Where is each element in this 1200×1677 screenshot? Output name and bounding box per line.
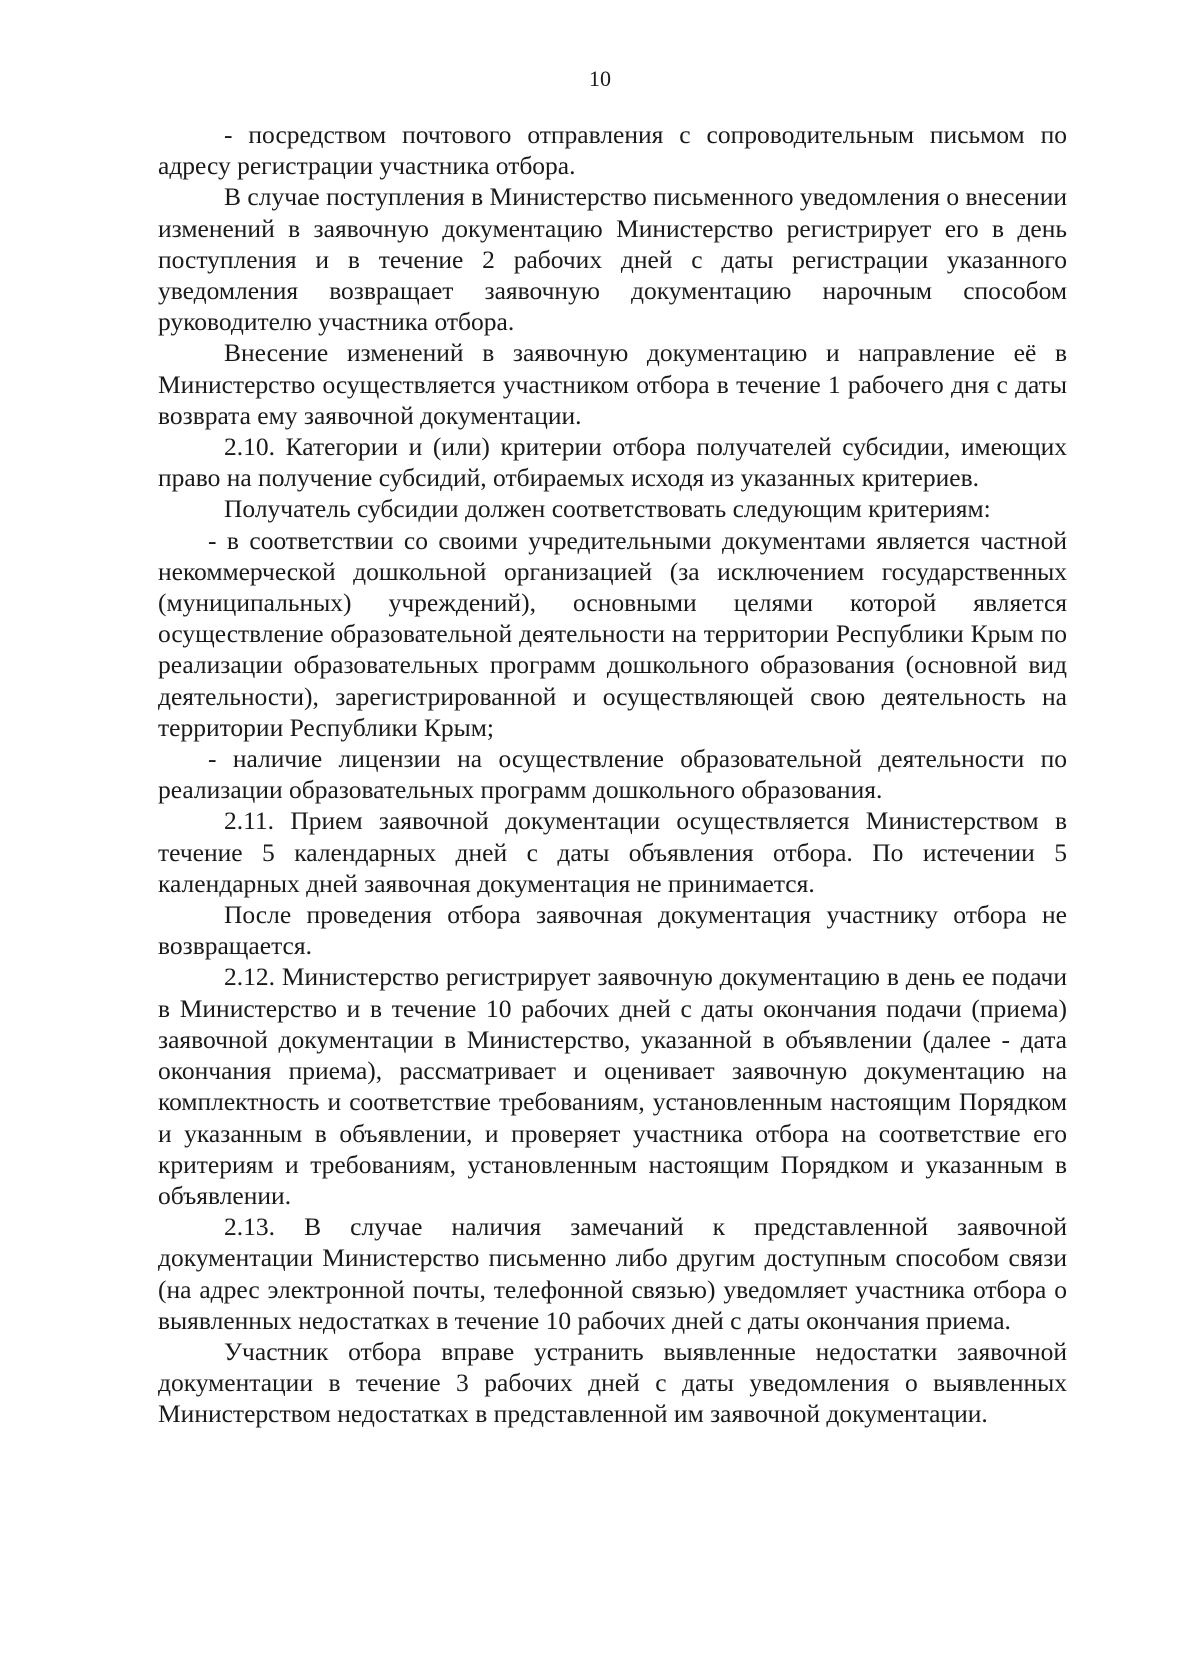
paragraph-change-submission: Внесение изменений в заявочную документацию и направление её в Министерство осуществляется участником отбора в течение 1 рабочего дня с даты возврата ему заявочной документации. bbox=[158, 338, 1067, 430]
paragraph-criterion-license: - наличие лицензии на осуществление образовательной деятельности по реализации образовательных программ дошкольного образования. bbox=[158, 744, 1067, 805]
paragraph-section-2-11: 2.11. Прием заявочной документации осуществляется Министерством в течение 5 календарных дней с даты объявления отбора. По истечении 5 календарных дней заявочная документация не принимается. bbox=[158, 806, 1067, 898]
paragraph-section-2-13: 2.13. В случае наличия замечаний к представленной заявочной документации Министерство письменно либо другим доступным способом связи (на адрес электронной почты, телефонной связью) уведомляет участника отбора о выявленных недостатках в течение 10 рабочих дней с даты окончания приема. bbox=[158, 1212, 1067, 1335]
paragraph-criterion-organization: - в соответствии со своими учредительными документами является частной некоммерческой дошкольной организацией (за исключением государственных (муниципальных) учреждений), основными целями которой является осуществление образовательной деятельности на территории Республики Крым по реализации образовательных программ дошкольного образования (основной вид деятельности), зарегистрированной и осуществляющей свою деятельность на территории Республики Крым; bbox=[158, 525, 1067, 742]
paragraph-section-2-10: 2.10. Категории и (или) критерии отбора получателей субсидии, имеющих право на получение субсидий, отбираемых исходя из указанных критериев. bbox=[158, 432, 1067, 493]
paragraph-section-2-12: 2.12. Министерство регистрирует заявочную документацию в день ее подачи в Министерство и в течение 10 рабочих дней с даты окончания подачи (приема) заявочной документации в Министерство, указанной в объявлении (далее - дата окончания приема), рассматривает и оценивает заявочную документацию на комплектность и соответствие требованиям, установленным настоящим Порядком и указанным в объявлении, и проверяет участника отбора на соответствие его критериям и требованиям, установленным настоящим Порядком и указанным в объявлении. bbox=[158, 962, 1067, 1210]
paragraph-postal-delivery: - посредством почтового отправления с сопроводительным письмом по адресу регистрации участника отбора. bbox=[158, 120, 1067, 181]
paragraph-change-notice: В случае поступления в Министерство письменного уведомления о внесении изменений в заявочную документацию Министерство регистрирует его в день поступления и в течение 2 рабочих дней с даты регистрации указанного уведомления возвращает заявочную документацию нарочным способом руководителю участника отбора. bbox=[158, 182, 1067, 337]
paragraph-criteria-intro: Получатель субсидии должен соответствовать следующим критериям: bbox=[224, 494, 991, 524]
page-number: 10 bbox=[589, 66, 611, 91]
paragraph-not-returned: После проведения отбора заявочная документация участнику отбора не возвращается. bbox=[158, 900, 1067, 961]
paragraph-fix-deficiencies: Участник отбора вправе устранить выявленные недостатки заявочной документации в течение 3 рабочих дней с даты уведомления о выявленных Министерством недостатках в представленной им заявочной документации. bbox=[158, 1336, 1067, 1429]
document-body bbox=[158, 119, 1067, 1430]
